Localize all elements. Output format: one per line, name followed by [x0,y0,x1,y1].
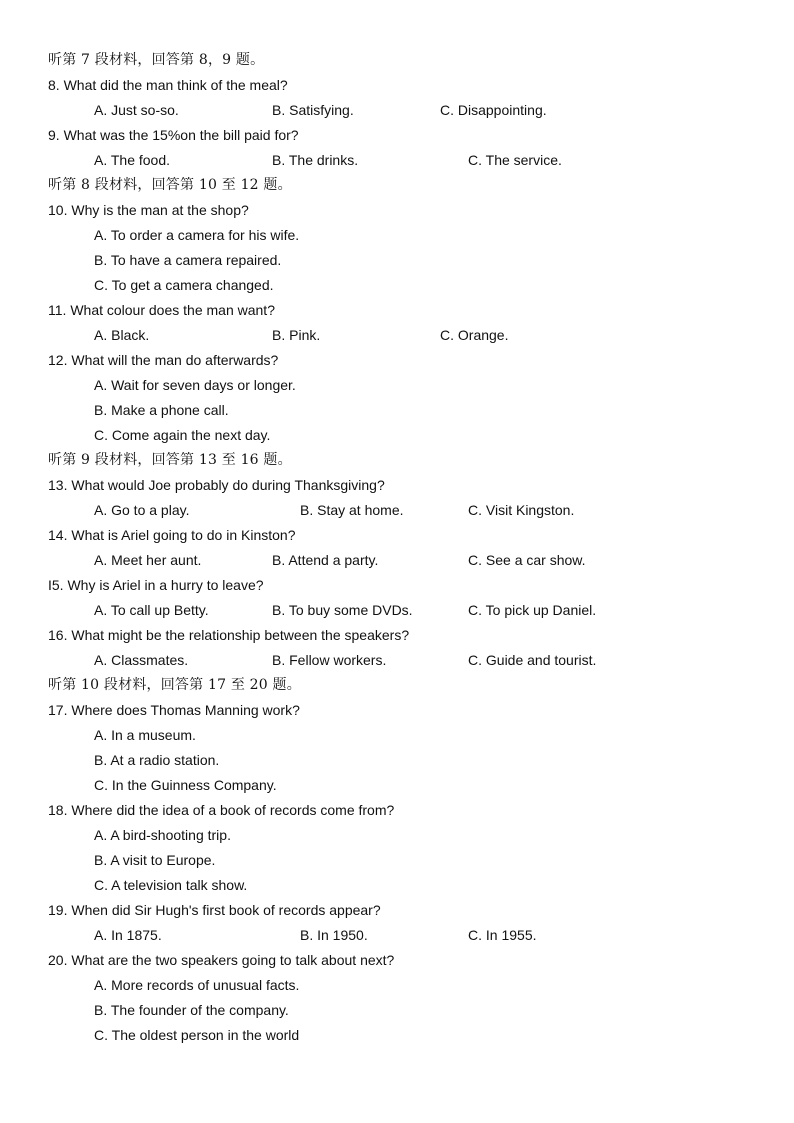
question-stem: 17. Where does Thomas Manning work? [48,702,300,718]
question-stem: 19. When did Sir Hugh's first book of records appear? [48,902,381,918]
option-a: A. To call up Betty. [94,602,209,618]
option-b: B. At a radio station. [94,752,220,768]
option-b: B. Make a phone call. [94,402,229,418]
option-b: B. Attend a party. [272,552,379,568]
section-header: 听第 7 段材料，回答第 8，9 题。 [48,52,265,68]
option-a: A. A bird-shooting trip. [94,827,231,843]
option-c: C. Come again the next day. [94,427,271,443]
option-c: C. See a car show. [468,552,586,568]
option-b: B. The founder of the company. [94,1002,289,1018]
option-c: C. To get a camera changed. [94,277,274,293]
option-b: B. Fellow workers. [272,652,387,668]
question-stem: 14. What is Ariel going to do in Kinston? [48,527,296,543]
option-a: A. The food. [94,152,171,168]
section-header: 听第 10 段材料，回答第 17 至 20 题。 [48,677,301,693]
option-c: C. Guide and tourist. [468,652,597,668]
option-c: C. The oldest person in the world [94,1027,300,1043]
option-c: C. Orange. [440,327,509,343]
question-stem: 9. What was the 15%on the bill paid for? [48,127,299,143]
option-c: C. Disappointing. [440,102,547,118]
options-row [0,98,794,123]
option-b: B. A visit to Europe. [94,852,216,868]
option-b: B. The drinks. [272,152,359,168]
option-b: B. To buy some DVDs. [272,602,413,618]
option-c: C. To pick up Daniel. [468,602,597,618]
options-row [0,548,794,573]
question-stem: I5. Why is Ariel in a hurry to leave? [48,577,264,593]
option-b: B. In 1950. [300,927,368,943]
option-b: B. Pink. [272,327,321,343]
option-a: A. In a museum. [94,727,196,743]
option-a: A. Black. [94,327,150,343]
option-b: B. Stay at home. [300,502,404,518]
question-stem: 11. What colour does the man want? [48,302,275,318]
exam-page [0,48,794,1048]
options-row [0,498,794,523]
option-b: B. Satisfying. [272,102,354,118]
section-header: 听第 9 段材料，回答第 13 至 16 题。 [48,452,292,468]
option-a: A. Just so-so. [94,102,179,118]
question-stem: 12. What will the man do afterwards? [48,352,279,368]
options-row [0,923,794,948]
section-header: 听第 8 段材料，回答第 10 至 12 题。 [48,177,292,193]
question-stem: 16. What might be the relationship between the speakers? [48,627,410,643]
option-c: C. In the Guinness Company. [94,777,277,793]
option-c: C. A television talk show. [94,877,248,893]
option-a: A. Go to a play. [94,502,190,518]
option-a: A. Meet her aunt. [94,552,202,568]
option-a: A. To order a camera for his wife. [94,227,300,243]
question-stem: 10. Why is the man at the shop? [48,202,249,218]
options-row [0,598,794,623]
option-b: B. To have a camera repaired. [94,252,282,268]
question-stem: 8. What did the man think of the meal? [48,77,288,93]
option-c: C. In 1955. [468,927,537,943]
option-c: C. The service. [468,152,562,168]
option-a: A. In 1875. [94,927,162,943]
options-row [0,323,794,348]
question-stem: 18. Where did the idea of a book of records come from? [48,802,395,818]
question-stem: 13. What would Joe probably do during Thanksgiving? [48,477,385,493]
option-a: A. Wait for seven days or longer. [94,377,296,393]
question-stem: 20. What are the two speakers going to talk about next? [48,952,395,968]
option-a: A. More records of unusual facts. [94,977,300,993]
option-c: C. Visit Kingston. [468,502,575,518]
option-a: A. Classmates. [94,652,189,668]
options-row [0,648,794,673]
options-row [0,148,794,173]
